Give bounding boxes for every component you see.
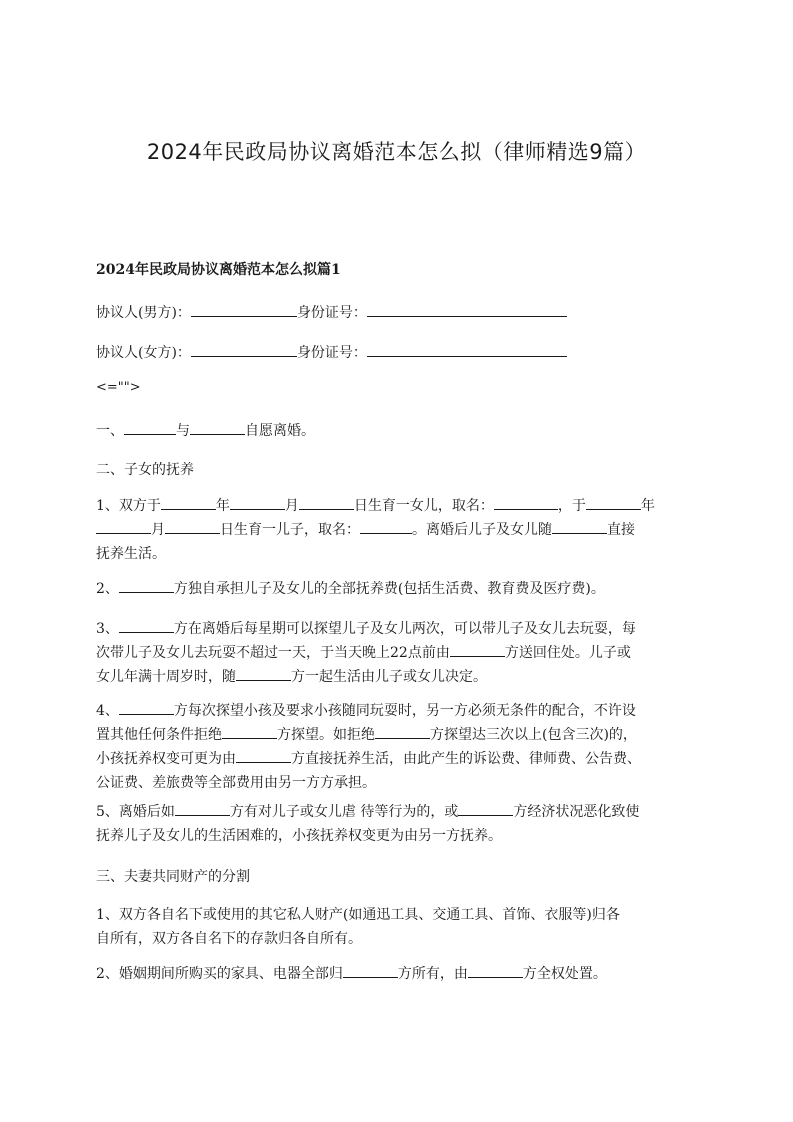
- text-fragment: 1、双方各自名下或使用的其它私人财产(如通迅工具、交通工具、首饰、衣服等)归各: [96, 907, 620, 923]
- paragraph-2-4: [96, 699, 708, 795]
- text-fragment: 方有对儿子或女儿虐 待等行为的，或: [229, 804, 459, 820]
- section-two-heading: 二、子女的抚养: [96, 462, 194, 478]
- text-fragment: 方每次探望小孩及要求小孩随同玩耍时，另一方必须无条件的配合，不许设: [173, 703, 636, 719]
- text-fragment: 方探望。如拒绝: [277, 727, 375, 743]
- blank-field: [360, 519, 412, 534]
- text-fragment: 方一起生活由儿子或女儿决定。: [291, 669, 487, 685]
- id-label: 身份证号：: [296, 345, 367, 361]
- text-fragment: 2、婚姻期间所购买的家具、电器全部归: [96, 966, 343, 982]
- id-label: 身份证号：: [296, 305, 367, 321]
- text-fragment: 方在离婚后每星期可以探望儿子及女儿两次，可以带儿子及女儿去玩耍，每: [173, 621, 636, 637]
- blank-field: [236, 748, 291, 763]
- text-fragment: 1、双方于: [96, 498, 161, 514]
- blank-field: [468, 963, 523, 978]
- section-three-heading: 三、夫妻共同财产的分割: [96, 869, 250, 885]
- stray-markup-text: <="">: [96, 380, 141, 395]
- party-male-line: [96, 301, 706, 325]
- blank-field: [191, 342, 297, 357]
- blank-field: [119, 700, 174, 715]
- blank-field: [191, 302, 297, 317]
- blank-field: [367, 302, 567, 317]
- text-fragment: 小孩抚养权变可更为由: [96, 751, 236, 767]
- text-fragment: 月: [151, 522, 165, 538]
- blank-field: [175, 801, 230, 816]
- blank-field: [586, 495, 641, 510]
- text-fragment: 日生育一女儿，取名：: [353, 498, 494, 514]
- section-heading: 2024年民政局协议离婚范本怎么拟篇1: [96, 262, 341, 278]
- blank-field: [458, 801, 513, 816]
- paragraph-3-1: [96, 903, 708, 951]
- blank-field: [230, 495, 285, 510]
- blank-field: [375, 724, 430, 739]
- paragraph-2-2: [96, 577, 706, 601]
- blank-field: [367, 342, 567, 357]
- text-fragment: 2、: [96, 581, 119, 597]
- text-fragment: 方全权处置。: [522, 966, 607, 982]
- blank-field: [119, 618, 174, 633]
- clause-one: [96, 419, 706, 443]
- text-fragment: 月: [284, 498, 299, 514]
- text-fragment: 。离婚后儿子及女儿随: [412, 522, 552, 538]
- paragraph-3-2: [96, 962, 706, 986]
- blank-field: [450, 642, 505, 657]
- text-fragment: 抚养生活。: [96, 546, 166, 562]
- text-fragment: 方独自承担儿子及女儿的全部抚养费(包括生活费、教育费及医疗费)。: [173, 581, 605, 597]
- text-fragment: 年: [215, 498, 230, 514]
- text-fragment: 置其他任何条件拒绝: [96, 727, 222, 743]
- blank-field: [222, 724, 277, 739]
- text-fragment: 5、离婚后如: [96, 804, 175, 820]
- text-fragment: 方直接抚养生活，由此产生的诉讼费、律师费、公告费、: [291, 751, 641, 767]
- text-fragment: 日生育一儿子，取名：: [220, 522, 360, 538]
- text-fragment: 方经济状况恶化致使: [513, 804, 640, 820]
- blank-field: [494, 495, 558, 510]
- clause-text: 与: [176, 423, 190, 439]
- blank-field: [299, 495, 354, 510]
- text-fragment: 次带儿子及女儿去玩耍不超过一天，于当天晚上22点前由: [96, 645, 450, 661]
- text-fragment: 年: [640, 498, 655, 514]
- text-fragment: 抚养儿子及女儿的生活困难的，小孩抚养权变更为由另一方抚养。: [96, 828, 502, 844]
- text-fragment: 女儿年满十周岁时，随: [96, 669, 236, 685]
- blank-field: [343, 963, 398, 978]
- blank-field: [236, 666, 291, 681]
- blank-field: [96, 519, 151, 534]
- text-fragment: 方所有，由: [397, 966, 468, 982]
- blank-field: [552, 519, 607, 534]
- text-fragment: 方送回住处。儿子或: [504, 645, 631, 661]
- paragraph-2-3: [96, 617, 708, 689]
- text-fragment: 3、: [96, 621, 119, 637]
- text-fragment: 自所有，双方各自名下的存款归各自所有。: [96, 931, 362, 947]
- blank-field: [124, 420, 176, 435]
- document-title: 2024年民政局协议离婚范本怎么拟（律师精选9篇）: [146, 140, 647, 164]
- party-male-label: 协议人(男方)：: [96, 305, 191, 321]
- paragraph-2-1: [96, 494, 708, 566]
- blank-field: [119, 578, 174, 593]
- clause-text: 自愿离婚。: [245, 423, 315, 439]
- text-fragment: 4、: [96, 703, 119, 719]
- blank-field: [190, 420, 245, 435]
- party-female-line: [96, 341, 706, 365]
- text-fragment: 公证费、差旅费等全部费用由另一方方承担。: [96, 775, 376, 791]
- text-fragment: 方探望达三次以上(包含三次)的，: [430, 727, 637, 743]
- party-female-label: 协议人(女方)：: [96, 345, 191, 361]
- paragraph-2-5: [96, 800, 708, 848]
- text-fragment: 直接: [607, 522, 635, 538]
- text-fragment: ，于: [557, 498, 586, 514]
- blank-field: [165, 519, 220, 534]
- blank-field: [161, 495, 216, 510]
- clause-text: 一、: [96, 423, 124, 439]
